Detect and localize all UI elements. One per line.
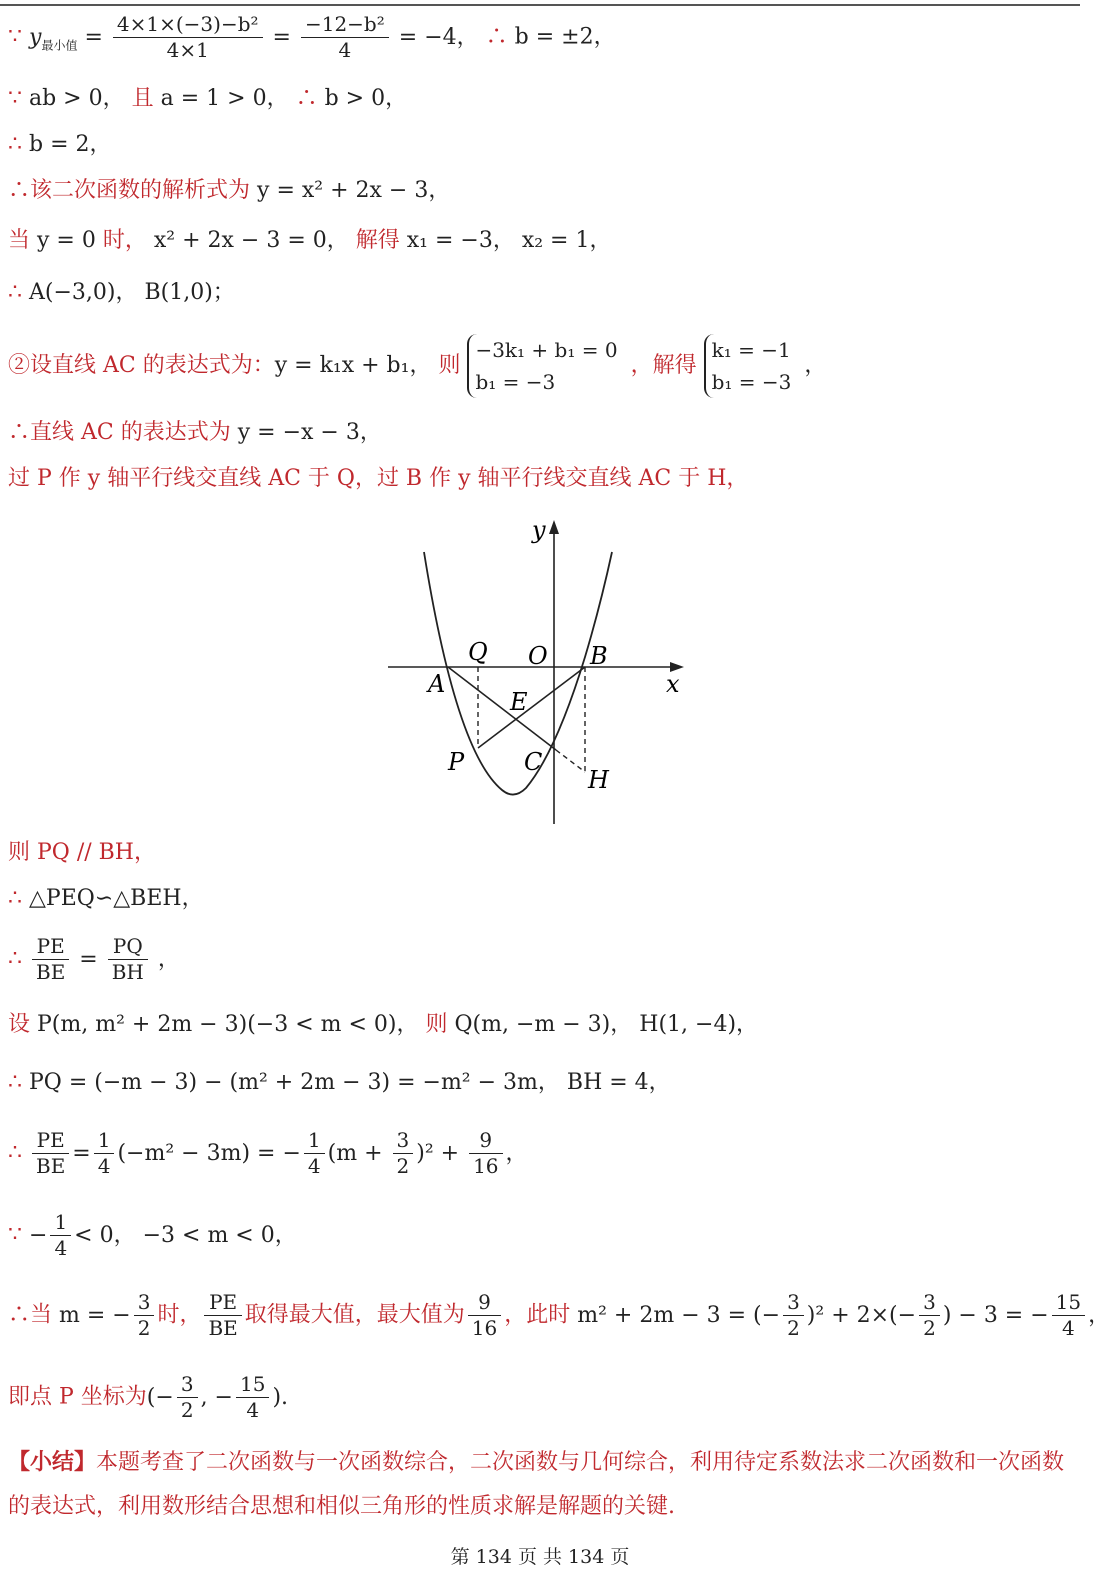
text: ，此时 <box>504 1302 578 1328</box>
fraction-denominator: 2 <box>787 1316 800 1340</box>
fraction-numerator: PE <box>32 934 69 960</box>
math-text: b = 2， <box>22 132 112 157</box>
solution-line-10 <box>8 840 156 866</box>
solution-line-5 <box>8 228 611 254</box>
punctuation: ， <box>505 1140 528 1166</box>
solution-line-18 <box>8 1372 288 1423</box>
fraction <box>50 1210 71 1261</box>
label-O: O <box>528 642 548 670</box>
math-text: y = 0 <box>37 228 96 253</box>
punctuation: ， <box>157 946 180 972</box>
math-text: y = −x − 3， <box>237 420 382 445</box>
solution-line-3 <box>8 132 112 158</box>
fraction-numerator: 1 <box>94 1128 115 1154</box>
fraction <box>304 1128 325 1179</box>
label-B: B <box>590 642 608 670</box>
fraction <box>32 934 69 985</box>
fraction-numerator: 1 <box>304 1128 325 1154</box>
math-text: ) − 3 = − <box>942 1302 1049 1328</box>
y-axis-arrow <box>549 520 559 534</box>
equation-system-2 <box>704 334 798 398</box>
fraction-denominator: 2 <box>180 1398 194 1422</box>
fraction-denominator: 4 <box>246 1398 260 1422</box>
math-text: A(−3,0)， B(1,0)； <box>22 280 235 305</box>
text: 解得 <box>348 228 407 253</box>
math-text: (−m² − 3m) = − <box>117 1140 301 1166</box>
text: 取得最大值，最大值为 <box>244 1302 465 1328</box>
fraction-numerator: PE <box>32 1128 69 1154</box>
fraction-denominator: 16 <box>473 1154 499 1178</box>
math-text: x₂ = 1， <box>514 228 612 253</box>
fraction-numerator: 4×1×(−3)−b² <box>113 12 263 38</box>
fraction-numerator: 3 <box>177 1372 198 1398</box>
equation-system-1 <box>467 334 623 398</box>
solution-line-1 <box>8 12 616 63</box>
math-text: y = k₁x + b₁， <box>274 353 432 378</box>
label-Q: Q <box>468 638 488 666</box>
fraction-numerator: 1 <box>50 1210 71 1236</box>
solution-line-7 <box>8 334 826 398</box>
fraction <box>393 1128 414 1179</box>
math-text: ab > 0， <box>22 86 125 111</box>
text: 直线 AC 的表达式为 <box>30 420 238 445</box>
math-text: x₁ = −3， <box>406 228 515 253</box>
solution-line-17 <box>8 1290 1110 1341</box>
fraction-denominator: BH <box>111 960 144 984</box>
equation: k₁ = −1 <box>711 338 791 362</box>
fraction-numerator: 3 <box>783 1290 804 1316</box>
therefore-symbol: ∴ <box>8 1140 22 1166</box>
math-text: (m + <box>327 1140 390 1166</box>
math-text: P(m, m² + 2m − 3)(−3 < m < 0)， <box>37 1012 419 1037</box>
solution-line-8 <box>8 420 382 446</box>
summary-text: 本题考查了二次函数与一次函数综合，二次函数与几何综合，利用待定系数法求二次函数和一次函数的表达式，利用数形结合思想和相似三角形的性质求解是解题的关键. <box>8 1450 1065 1519</box>
fraction-2 <box>301 12 389 63</box>
top-rule <box>0 4 1080 6</box>
math-text: x² + 2x − 3 = 0， <box>146 228 349 253</box>
therefore-symbol: ∴ <box>8 1302 31 1328</box>
solution-line-12 <box>8 934 180 985</box>
punctuation: ， <box>1088 1302 1110 1328</box>
equals: = <box>272 24 291 50</box>
therefore-symbol: ∴ <box>8 132 22 157</box>
fraction <box>783 1290 804 1341</box>
math-text: < 0， −3 < m < 0， <box>74 1222 297 1248</box>
because-symbol: ∵ <box>8 86 22 111</box>
math-text: ). <box>272 1384 289 1410</box>
because-symbol: ∵ <box>8 1222 22 1248</box>
equation: −3k₁ + b₁ = 0 <box>475 338 618 362</box>
fraction-denominator: 4 <box>307 1154 321 1178</box>
fraction <box>919 1290 940 1341</box>
line-PB <box>478 667 585 748</box>
therefore-symbol: ∴ <box>8 178 31 203</box>
fraction-numerator: 15 <box>1052 1290 1085 1316</box>
result-text: b = ±2， <box>507 24 616 50</box>
summary-tag: 【小结】 <box>8 1449 97 1475</box>
math-text: H(1, −4)， <box>632 1012 759 1037</box>
label-E: E <box>510 688 528 716</box>
equation: b₁ = −3 <box>475 370 556 394</box>
fraction-denominator: BE <box>208 1316 238 1340</box>
therefore-symbol: ∴ <box>8 946 22 972</box>
math-text: b > 0， <box>317 86 408 111</box>
math-text: , − <box>200 1384 233 1410</box>
label-A: A <box>428 670 446 698</box>
fraction <box>94 1128 115 1179</box>
label-P: P <box>448 748 465 776</box>
text: ②设直线 AC 的表达式为： <box>8 353 275 378</box>
fraction-numerator: PE <box>204 1290 241 1316</box>
therefore-symbol: ∴ <box>8 420 31 445</box>
fraction-numerator: 9 <box>468 1290 501 1316</box>
fraction-denominator: 2 <box>396 1154 410 1178</box>
page-footer: 第 134 页 共 134 页 <box>450 1546 630 1568</box>
fraction-denominator: 4 <box>54 1236 68 1260</box>
fraction-numerator: 3 <box>134 1290 155 1316</box>
fraction-denominator: 4 <box>1062 1316 1075 1340</box>
fraction <box>108 934 148 985</box>
fraction <box>204 1290 241 1341</box>
y-min-subscript: 最小值 <box>41 37 78 52</box>
solution-line-16 <box>8 1210 297 1261</box>
fraction-numerator: 9 <box>469 1128 502 1154</box>
text: 则 PQ // BH， <box>8 840 156 865</box>
solution-line-4 <box>8 178 450 204</box>
equals: = <box>84 24 103 50</box>
math-text: − <box>29 1222 48 1248</box>
y-variable: y <box>29 24 42 50</box>
fraction-numerator: PQ <box>108 934 148 960</box>
solution-line-9 <box>8 466 748 492</box>
text: 当 <box>30 1302 60 1328</box>
text: 时， <box>95 228 147 253</box>
text: ，解得 <box>630 353 697 378</box>
therefore-symbol: ∴ <box>295 86 318 111</box>
math-text: PQ = (−m − 3) − (m² + 2m − 3) = −m² − 3m， BH = 4， <box>22 1070 671 1095</box>
fraction-denominator: 4 <box>97 1154 111 1178</box>
therefore-symbol: ∴ <box>8 1070 22 1095</box>
solution-line-2 <box>8 86 407 112</box>
text: 即点 P 坐标为 <box>8 1384 147 1410</box>
text: 时， <box>157 1302 202 1328</box>
math-text: m² + 2m − 3 = (− <box>577 1302 781 1328</box>
solution-line-14 <box>8 1070 671 1096</box>
fraction-numerator: −12−b² <box>301 12 389 38</box>
fraction <box>468 1290 501 1341</box>
fraction <box>134 1290 155 1341</box>
label-H: H <box>588 766 609 794</box>
math-text: △PEQ∽△BEH， <box>22 886 204 911</box>
math-text: (− <box>146 1384 174 1410</box>
equation: b₁ = −3 <box>711 370 792 394</box>
dashed-CH <box>556 750 585 772</box>
math-text: m = − <box>59 1302 131 1328</box>
text: 当 <box>8 228 37 253</box>
solution-line-11 <box>8 886 204 912</box>
text: 设 <box>8 1012 37 1037</box>
summary-paragraph <box>8 1440 1068 1529</box>
fraction-numerator: 15 <box>236 1372 269 1398</box>
text: 该二次函数的解析式为 <box>30 178 258 203</box>
expression-tail: = −4， <box>398 24 479 50</box>
label-y: y <box>532 516 546 544</box>
text: ， <box>804 353 827 378</box>
text: 则 <box>418 1012 455 1037</box>
math-text: a = 1 > 0， <box>160 86 289 111</box>
parabola-figure <box>380 512 700 832</box>
text: 则 <box>431 353 461 378</box>
math-text: )² + 2×(− <box>806 1302 917 1328</box>
math-text: Q(m, −m − 3)， <box>454 1012 633 1037</box>
fraction <box>1052 1290 1085 1341</box>
because-symbol: ∵ <box>8 24 22 50</box>
fraction <box>177 1372 198 1423</box>
label-C: C <box>524 748 543 776</box>
solution-line-13 <box>8 1012 758 1038</box>
therefore-symbol: ∴ <box>8 280 22 305</box>
fraction <box>32 1128 69 1179</box>
math-text: y = x² + 2x − 3， <box>257 178 451 203</box>
label-x: x <box>666 670 680 698</box>
fraction-denominator: 2 <box>137 1316 151 1340</box>
text: 且 <box>131 86 161 111</box>
math-text: )² + <box>416 1140 467 1166</box>
fraction-denominator: 4 <box>338 38 352 62</box>
fraction-denominator: BE <box>36 960 66 984</box>
fraction-denominator: BE <box>36 1154 66 1178</box>
fraction <box>236 1372 269 1423</box>
text: 过 P 作 y 轴平行线交直线 AC 于 Q，过 B 作 y 轴平行线交直线 AC 于 H， <box>8 466 749 491</box>
solution-line-15 <box>8 1128 528 1179</box>
therefore-symbol: ∴ <box>8 886 22 911</box>
line-AC <box>448 667 556 750</box>
fraction-denominator: 4×1 <box>166 38 209 62</box>
equals: = <box>72 1140 91 1166</box>
fraction <box>469 1128 502 1179</box>
fraction-denominator: 16 <box>471 1316 498 1340</box>
solution-line-6 <box>8 280 235 306</box>
therefore-symbol: ∴ <box>485 24 508 50</box>
equals: = <box>79 946 98 972</box>
fraction-1 <box>113 12 263 63</box>
fraction-numerator: 3 <box>393 1128 414 1154</box>
fraction-denominator: 2 <box>923 1316 936 1340</box>
fraction-numerator: 3 <box>919 1290 940 1316</box>
